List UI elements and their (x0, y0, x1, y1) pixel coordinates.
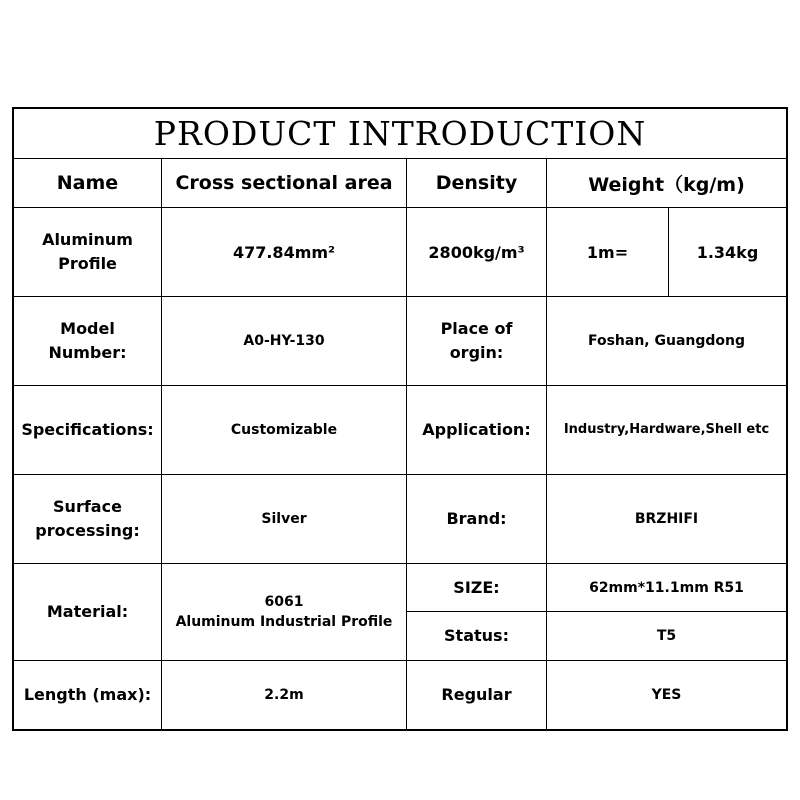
header-name: Name (56, 172, 119, 194)
status-label: Status: (444, 626, 509, 645)
regular-value: YES (651, 687, 682, 703)
place-of-origin-label: Place of orgin: (440, 319, 513, 362)
product-name: Aluminum Profile (42, 230, 133, 273)
density-value: 2800kg/m³ (428, 242, 525, 262)
surface-processing-label: Surface processing: (35, 497, 140, 540)
length-max-label: Length (max): (23, 685, 152, 704)
model-number-value: A0-HY-130 (243, 333, 325, 349)
material-label: Material: (46, 602, 129, 621)
specifications-value: Customizable (230, 422, 338, 438)
application-label: Application: (422, 420, 531, 439)
length-max-value: 2.2m (264, 687, 304, 703)
place-of-origin-value: Foshan, Guangdong (587, 333, 746, 349)
brand-label: Brand: (446, 509, 507, 528)
header-cross-sectional-area: Cross sectional area (175, 172, 393, 194)
header-weight: Weight（kg/m) (588, 173, 745, 196)
surface-processing-value: Silver (261, 511, 307, 527)
product-introduction-table (12, 107, 788, 731)
weight-value: 1.34kg (696, 242, 759, 262)
material-value: 6061 Aluminum Industrial Profile (175, 594, 393, 630)
cross-sectional-area-value: 477.84mm² (232, 242, 336, 262)
table-title: PRODUCT INTRODUCTION (14, 109, 786, 159)
regular-label: Regular (441, 685, 512, 704)
header-density: Density (435, 172, 518, 194)
size-label: SIZE: (453, 577, 500, 597)
model-number-label: Model Number: (48, 319, 127, 362)
application-value: Industry,Hardware,Shell etc (563, 422, 770, 437)
weight-unit: 1m= (586, 242, 629, 262)
brand-value: BRZHIFI (634, 511, 699, 527)
status-value: T5 (656, 628, 677, 644)
specifications-label: Specifications: (21, 420, 154, 439)
size-value: 62mm*11.1mm R51 (589, 579, 744, 596)
